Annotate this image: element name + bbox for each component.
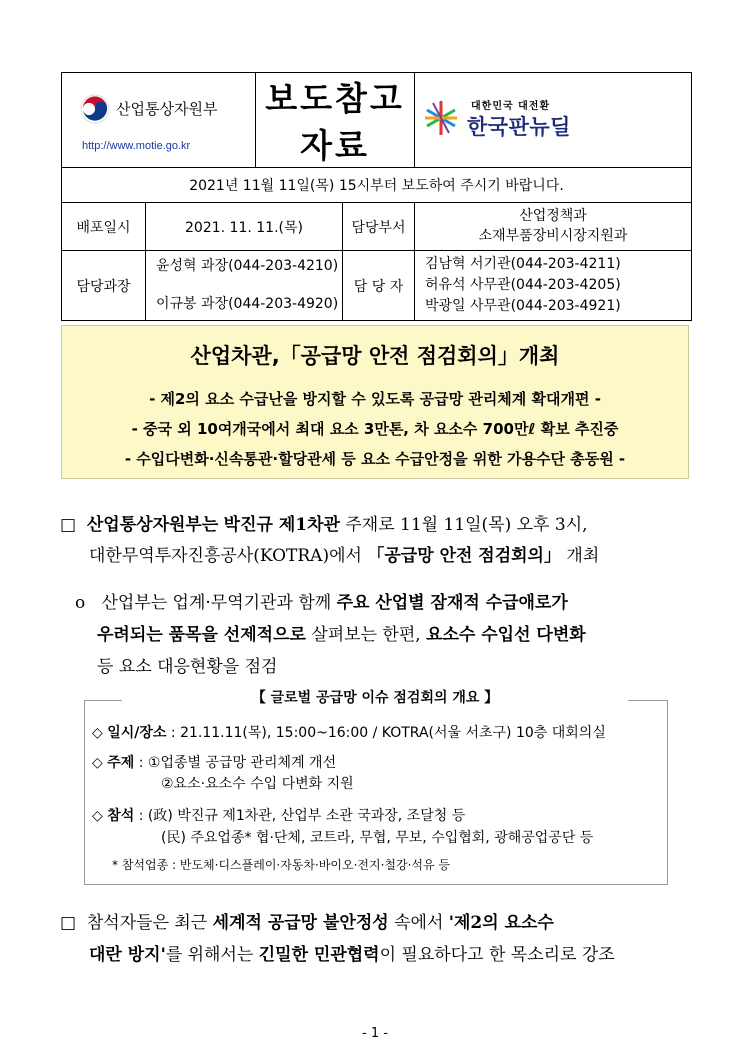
newdeal-logo-cell: [415, 73, 692, 168]
manager-contacts: [146, 251, 343, 321]
paragraph-2-emphasis-1: 주요 산업별 잠재적 수급애로가: [336, 593, 568, 613]
paragraph-3-line-1: [60, 908, 554, 933]
summary-attend-row: [92, 805, 465, 825]
staff-contact-2: 허유석 사무관(044-203-4205): [425, 277, 621, 293]
ministry-url-link[interactable]: http://www.motie.go.kr: [82, 140, 191, 152]
date-label: 일시/장소: [107, 725, 167, 741]
diamond-bullet: ◇: [92, 755, 103, 771]
paragraph-2-line-3: 등 요소 대응현황을 점검: [97, 657, 278, 677]
dept-label: 담당부서: [343, 203, 415, 251]
manager-contact-1: 윤성혁 과장(044-203-4210): [156, 257, 339, 274]
paragraph-2-text-1: 산업부는 업계·무역기관과 함께: [101, 593, 332, 613]
newdeal-emblem-icon: [423, 98, 459, 138]
ministry-subject: 산업통상자원부는: [86, 515, 219, 535]
staff-contacts: [415, 251, 692, 321]
paragraph-1-line-1: [60, 510, 588, 535]
paragraph-3-text-2: 속에서: [394, 913, 444, 933]
newdeal-slogan: 대한민국 대전환: [471, 101, 551, 112]
paragraph-3-line-2: [89, 940, 615, 965]
newdeal-logo-text: 한국판뉴딜: [467, 115, 571, 139]
paragraph-3-emphasis-4: 긴밀한 민관협력: [258, 945, 380, 965]
paragraph-2-line-1: [75, 588, 568, 613]
manager-contact-2: 이규봉 과장(044-203-4920): [156, 295, 339, 312]
headline-title: 산업차관,「공급망 안전 점검회의」개최: [190, 344, 560, 368]
paragraph-3-emphasis-3: 대란 방지': [89, 945, 166, 965]
dept-name-1: 산업정책과: [519, 207, 587, 224]
paragraph-2-emphasis-3: 요소수 수입선 다변화: [426, 625, 586, 645]
press-header-table: [61, 72, 692, 321]
release-date: 2021. 11. 11.(목): [146, 203, 343, 251]
attend-label: 참석: [107, 808, 135, 824]
release-label: 배포일시: [62, 203, 146, 251]
attend-2: (民) 주요업종* 협·단체, 코트라, 무협, 무보, 수입협회, 광해공업공단 등: [161, 830, 594, 846]
date-value: : 21.11.11(목), 15:00~16:00 / KOTRA(서울 서초구) 10층 대회의실: [170, 725, 606, 741]
paragraph-3-text-4: 이 필요하다고 한 목소리로 강조: [379, 945, 615, 965]
summary-footnote: * 참석업종 : 반도체·디스플레이·자동차·바이오·전지·철강·석유 등: [112, 858, 450, 872]
paragraph-1-text-1: 주재로 11월 11일(목) 오후 3시,: [345, 515, 588, 535]
headline-subtitle-1: - 제2의 요소 수급난을 방지할 수 있도록 공급망 관리체계 확대개편 -: [149, 390, 601, 408]
summary-topic-row: [92, 752, 336, 772]
headline-subtitle-3: - 수입다변화·신속통관·할당관세 등 요소 수급안정을 위한 가용수단 총동원 -: [124, 450, 626, 468]
page-number: - 1 -: [362, 1026, 388, 1041]
paragraph-1-line-2: [89, 541, 599, 566]
paragraph-2-line-2: [97, 620, 586, 645]
taegeuk-emblem-icon: [80, 94, 110, 124]
ministry-logo-cell: [62, 73, 256, 168]
staff-label: 담 당 자: [343, 251, 415, 321]
circle-bullet: o: [75, 593, 86, 613]
paragraph-1-text-2: 대한무역투자진흥공사(KOTRA)에서: [89, 546, 362, 566]
topic-label: 주제: [107, 755, 135, 771]
staff-contact-3: 박광일 사무관(044-203-4921): [425, 298, 621, 314]
paragraph-2-text-2: 살펴보는 한편,: [311, 625, 421, 645]
summary-date-row: [92, 722, 606, 742]
dept-value: [415, 203, 692, 251]
doc-title-cell: [256, 73, 415, 168]
paragraph-3-text-1: 참석자들은 최근: [86, 913, 208, 933]
dept-name-2: 소재부품장비시장지원과: [478, 227, 628, 244]
paragraph-3-emphasis-2: '제2의 요소수: [448, 913, 554, 933]
ministry-name: 산업통상자원부: [116, 100, 218, 118]
square-bullet: □: [60, 913, 77, 933]
paragraph-3-text-3: 를 위해서는: [165, 945, 254, 965]
summary-box-title: 【 글로벌 공급망 이슈 점검회의 개요 】: [122, 687, 628, 707]
paragraph-2-emphasis-2: 우려되는 품목을 선제적으로: [97, 625, 306, 645]
manager-label: 담당과장: [62, 251, 146, 321]
headline-banner: [61, 325, 689, 479]
diamond-bullet: ◇: [92, 808, 103, 824]
meeting-name: 「공급망 안전 점검회의」: [367, 546, 561, 566]
paragraph-3-emphasis-1: 세계적 공급망 불안정성: [212, 913, 389, 933]
attend-1: : (政) 박진규 제1차관, 산업부 소관 국과장, 조달청 등: [138, 808, 466, 824]
topic-1: : ①업종별 공급망 관리체계 개선: [138, 755, 337, 771]
headline-subtitle-2: - 중국 외 10여개국에서 최대 요소 3만톤, 차 요소수 700만ℓ 확보 추진중: [131, 420, 619, 438]
paragraph-1-text-3: 개최: [566, 546, 600, 566]
diamond-bullet: ◇: [92, 725, 103, 741]
topic-2: ②요소·요소수 수입 다변화 지원: [161, 776, 354, 792]
vice-minister-name: 박진규 제1차관: [223, 515, 340, 535]
square-bullet: □: [60, 515, 77, 535]
staff-contact-1: 김남혁 서기관(044-203-4211): [425, 256, 621, 272]
doc-title: 보도참고자료: [265, 79, 405, 165]
embargo-notice: 2021년 11월 11일(목) 15시부터 보도하여 주시기 바랍니다.: [62, 168, 692, 203]
